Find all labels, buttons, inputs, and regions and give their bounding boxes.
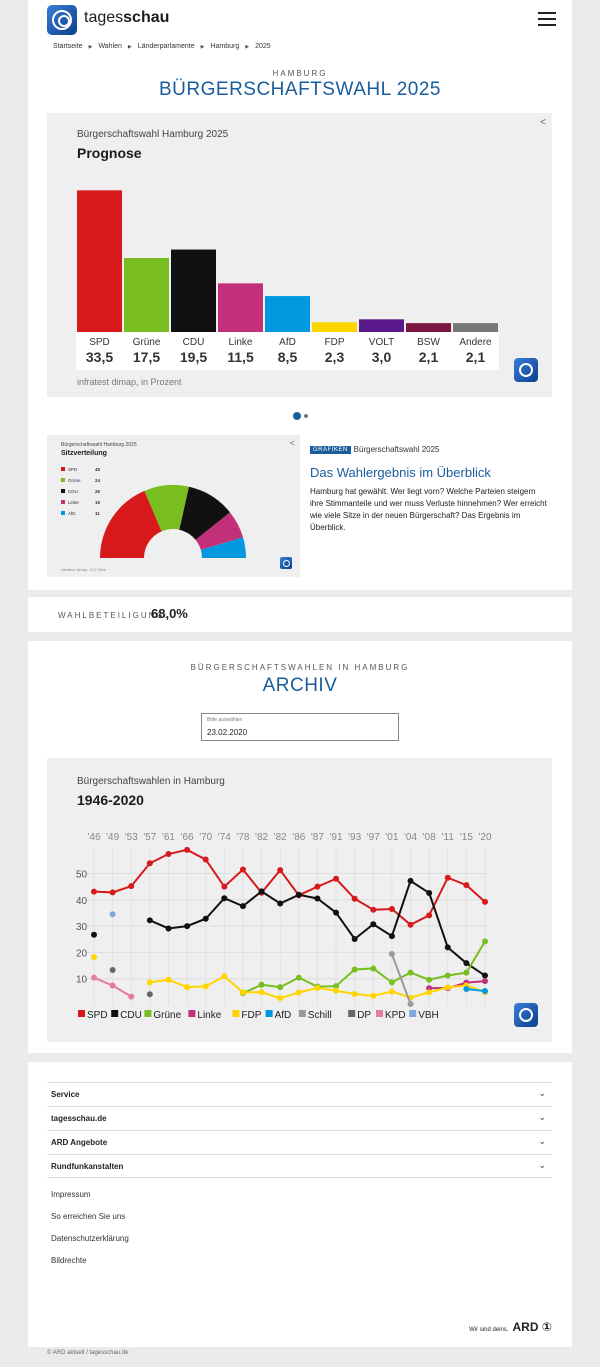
point-cdu	[240, 903, 246, 909]
section-kicker: HAMBURG	[272, 69, 328, 78]
bar-fdp	[312, 322, 357, 332]
bar-category-label: BSW	[417, 337, 440, 348]
point-spd	[128, 883, 134, 889]
legend-label-grüne: Grüne	[153, 1010, 182, 1021]
bar-linke	[218, 283, 263, 332]
seat-legend-value: 15	[95, 500, 101, 505]
point-spd	[389, 906, 395, 912]
breadcrumb-2025[interactable]: 2025	[255, 43, 271, 50]
site-footer	[28, 1062, 572, 1347]
seat-legend-swatch	[61, 500, 65, 504]
point-spd	[445, 875, 451, 881]
legend-label-dp: DP	[357, 1010, 372, 1021]
seat-legend-swatch	[61, 478, 65, 482]
point-fdp	[296, 989, 302, 995]
bar-value-label: 33,5	[85, 349, 114, 365]
point-grüne	[277, 984, 283, 990]
footer-accordion-rundfunkanstalten[interactable]	[47, 1154, 552, 1178]
bar-value-label: 2,3	[324, 349, 345, 365]
point-dp	[147, 991, 153, 997]
point-grüne	[352, 966, 358, 972]
point-cdu	[221, 895, 227, 901]
point-spd	[110, 889, 116, 895]
teaser-text[interactable]	[310, 441, 550, 534]
point-cdu	[259, 888, 265, 894]
point-fdp	[221, 973, 227, 979]
bar-value-label: 2,1	[418, 349, 439, 365]
x-tick-label: '66	[180, 832, 194, 843]
chevron-down-icon: ⌄	[538, 1160, 546, 1170]
breadcrumb-startseite[interactable]: Startseite	[53, 43, 83, 50]
x-tick-label: '82	[255, 832, 269, 843]
bar-category-label: VOLT	[368, 337, 395, 348]
bar-category-label: Linke	[228, 337, 253, 348]
point-fdp	[147, 979, 153, 985]
bar-volt	[359, 319, 404, 332]
accordion-label: ARD Angebote	[51, 1138, 108, 1147]
seat-legend-label: Linke	[68, 500, 79, 505]
x-tick-label: '61	[161, 832, 175, 843]
point-grüne	[370, 965, 376, 971]
chart-subtitle: Prognose	[77, 145, 142, 161]
point-cdu	[389, 933, 395, 939]
legend-swatch-vbh	[409, 1010, 416, 1017]
point-fdp	[240, 989, 246, 995]
legend-label-afd: AfD	[274, 1010, 292, 1021]
breadcrumb-separator-icon: ▶	[245, 44, 250, 50]
turnout-label: WAHLBETEILIGUNG:	[58, 611, 169, 620]
x-tick-label: '04	[404, 832, 418, 843]
x-tick-label: '91	[329, 832, 343, 843]
bar-value-label: 17,5	[132, 349, 161, 365]
breadcrumb-separator-icon: ▶	[88, 44, 93, 50]
point-grüne	[445, 973, 451, 979]
legend-swatch-grüne	[144, 1010, 151, 1017]
legend-swatch-afd	[266, 1010, 273, 1017]
point-fdp	[203, 983, 209, 989]
breadcrumb-separator-icon: ▶	[200, 44, 205, 50]
point-spd	[314, 884, 320, 890]
y-tick-label: 10	[76, 974, 88, 986]
legend-label-kpd: KPD	[385, 1010, 406, 1021]
menu-icon[interactable]	[538, 12, 556, 26]
accordion-label: Service	[51, 1090, 80, 1099]
point-cdu	[333, 910, 339, 916]
point-spd	[352, 896, 358, 902]
point-cdu	[445, 944, 451, 950]
seat-legend-swatch	[61, 489, 65, 493]
teaser-topic: Bürgerschaftswahl 2025	[353, 445, 440, 455]
prognosis-chart	[47, 113, 552, 397]
seat-legend-swatch	[61, 511, 65, 515]
point-fdp	[389, 989, 395, 995]
bar-value-label: 2,1	[465, 349, 486, 365]
teaser-tag: GRAFIKEN	[310, 446, 351, 454]
point-cdu	[91, 932, 97, 938]
history-chart-subtitle: 1946-2020	[77, 792, 144, 808]
bar-category-label: FDP	[324, 337, 345, 348]
point-grüne	[408, 970, 414, 976]
breadcrumb	[53, 43, 271, 50]
breadcrumb-wahlen[interactable]: Wahlen	[98, 43, 122, 50]
point-grüne	[463, 970, 469, 976]
x-tick-label: '87	[310, 832, 324, 843]
footer-accordion-service[interactable]	[47, 1082, 552, 1106]
x-tick-label: '78	[236, 832, 250, 843]
point-fdp	[426, 989, 432, 995]
seat-legend-swatch	[61, 467, 65, 471]
seat-chart-subtitle: Sitzverteilung	[61, 450, 107, 457]
site-logo-text[interactable]	[84, 9, 169, 27]
carousel-dots[interactable]	[28, 407, 572, 425]
bar-grüne	[124, 258, 169, 332]
x-tick-label: '82	[273, 832, 287, 843]
point-cdu	[482, 973, 488, 979]
point-cdu	[277, 900, 283, 906]
point-grüne	[426, 977, 432, 983]
archive-kicker: BÜRGERSCHAFTSWAHLEN IN HAMBURG	[190, 663, 410, 672]
bar-afd	[265, 296, 310, 332]
point-cdu	[352, 936, 358, 942]
bar-value-label: 3,0	[371, 349, 392, 365]
x-tick-label: '53	[124, 832, 138, 843]
point-cdu	[314, 895, 320, 901]
point-grüne	[296, 975, 302, 981]
point-fdp	[259, 989, 265, 995]
x-tick-label: '97	[366, 832, 380, 843]
x-tick-label: '70	[199, 832, 213, 843]
bar-category-label: Andere	[459, 337, 492, 348]
point-grüne	[389, 979, 395, 985]
point-grüne	[482, 938, 488, 944]
point-cdu	[296, 892, 302, 898]
logo-text-light: tages	[84, 9, 124, 26]
point-dp	[110, 967, 116, 973]
point-fdp	[445, 984, 451, 990]
point-schill	[389, 951, 395, 957]
x-tick-label: '11	[441, 832, 454, 843]
point-kpd	[91, 975, 97, 981]
chart-source: infratest dimap, in Prozent	[77, 377, 182, 387]
share-icon[interactable]: <	[289, 438, 295, 448]
ard-tagline: Wir sind deins.	[469, 1327, 509, 1333]
bar-andere	[453, 323, 498, 332]
teaser-headline[interactable]: Das Wahlergebnis im Überblick	[310, 465, 491, 480]
legend-label-schill: Schill	[307, 1010, 332, 1021]
legend-swatch-cdu	[111, 1010, 118, 1017]
point-grüne	[259, 982, 265, 988]
x-tick-label: '01	[385, 832, 399, 843]
point-spd	[370, 907, 376, 913]
point-spd	[91, 889, 97, 895]
legend-swatch-spd	[78, 1010, 85, 1017]
legend-swatch-dp	[348, 1010, 355, 1017]
tagesschau-badge-icon	[514, 358, 538, 382]
tagesschau-badge-icon	[514, 1003, 538, 1027]
chevron-down-icon: ⌄	[538, 1136, 546, 1146]
select-value: 23.02.2020	[207, 728, 248, 737]
bar-category-label: SPD	[89, 337, 110, 348]
line-chart-svg	[47, 758, 552, 1042]
point-afd	[482, 988, 488, 994]
point-afd	[463, 986, 469, 992]
bar-value-label: 19,5	[179, 349, 208, 365]
bar-spd	[77, 190, 122, 332]
point-cdu	[408, 878, 414, 884]
site-header	[28, 0, 572, 60]
ard-logo[interactable]	[469, 1320, 552, 1334]
archive-section	[28, 641, 572, 1053]
point-fdp	[370, 993, 376, 999]
x-tick-label: '20	[478, 832, 492, 843]
point-cdu	[203, 916, 209, 922]
point-fdp	[314, 985, 320, 991]
y-tick-label: 40	[76, 895, 88, 907]
point-kpd	[128, 994, 134, 1000]
point-kpd	[110, 983, 116, 989]
y-tick-label: 20	[76, 948, 88, 960]
x-tick-label: '74	[217, 832, 231, 843]
bar-value-label: 8,5	[277, 349, 298, 365]
point-spd	[277, 867, 283, 873]
election-date-select[interactable]	[201, 713, 399, 741]
point-spd	[165, 851, 171, 857]
bar-category-label: CDU	[182, 337, 205, 348]
footer-accordion-tagesschau[interactable]	[47, 1106, 552, 1130]
legend-swatch-linke	[188, 1010, 195, 1017]
legend-swatch-kpd	[376, 1010, 383, 1017]
point-spd	[184, 847, 190, 853]
accordion-label: Rundfunkanstalten	[51, 1162, 124, 1171]
turnout-box	[28, 597, 572, 632]
seat-legend-value: 11	[95, 511, 100, 516]
tagesschau-badge-icon	[280, 557, 292, 569]
point-cdu	[463, 960, 469, 966]
point-cdu	[165, 925, 171, 931]
bar-bsw	[406, 323, 451, 332]
bar-cdu	[171, 250, 216, 332]
seat-legend-value: 45	[95, 467, 101, 472]
election-section	[28, 60, 572, 590]
x-tick-label: '15	[459, 832, 473, 843]
legend-label-fdp: FDP	[241, 1010, 262, 1021]
chevron-down-icon: ⌄	[538, 1088, 546, 1098]
footer-link-impressum[interactable]: Impressum	[51, 1190, 91, 1199]
breadcrumb-separator-icon: ▶	[127, 44, 132, 50]
seat-legend-label: Grüne	[68, 478, 81, 483]
point-spd	[147, 860, 153, 866]
legend-label-linke: Linke	[197, 1010, 222, 1021]
point-spd	[221, 884, 227, 890]
share-icon[interactable]: <	[540, 117, 546, 128]
accordion-label: tagesschau.de	[51, 1114, 107, 1123]
point-schill	[408, 1001, 414, 1007]
history-chart	[47, 758, 552, 1042]
point-fdp	[277, 995, 283, 1001]
point-fdp	[333, 988, 339, 994]
point-fdp	[91, 954, 97, 960]
point-cdu	[370, 921, 376, 927]
bar-value-label: 11,5	[227, 349, 254, 365]
seat-legend-label: AfD	[68, 511, 76, 516]
point-spd	[240, 867, 246, 873]
seat-legend-label: SPD	[68, 467, 78, 472]
bar-category-label: AfD	[279, 337, 296, 348]
copyright: © ARD aktuell / tagesschau.de	[47, 1350, 129, 1356]
footer-accordion-ard-angebote[interactable]	[47, 1130, 552, 1154]
select-placeholder: Bitte auswählen	[207, 717, 243, 723]
bar-category-label: Grüne	[132, 337, 161, 348]
legend-label-spd: SPD	[87, 1010, 108, 1021]
tagesschau-logo-icon[interactable]	[47, 5, 77, 35]
seat-legend-value: 24	[95, 478, 101, 483]
x-tick-label: '86	[292, 832, 306, 843]
x-tick-label: '57	[143, 832, 157, 843]
legend-swatch-schill	[299, 1010, 306, 1017]
seat-chart-svg	[47, 435, 300, 577]
archive-title: ARCHIV	[262, 675, 338, 696]
breadcrumb-laenderparlamente[interactable]: Länderparlamente	[137, 43, 195, 50]
point-cdu	[147, 917, 153, 923]
carousel-dot[interactable]	[304, 414, 308, 418]
point-fdp	[165, 977, 171, 983]
y-tick-label: 30	[76, 922, 88, 934]
x-tick-label: '46	[87, 832, 101, 843]
seat-distribution-image[interactable]	[47, 435, 300, 577]
ard-name: ARD	[512, 1320, 539, 1334]
bar-chart-svg	[47, 113, 552, 397]
ard-one-icon: ①	[541, 1320, 552, 1334]
point-spd	[482, 899, 488, 905]
point-fdp	[352, 991, 358, 997]
page-title: BÜRGERSCHAFTSWAHL 2025	[159, 79, 441, 100]
logo-text-bold: schau	[123, 9, 170, 26]
point-spd	[426, 912, 432, 918]
seat-chart-source: infratest dimap, 121 Sitze	[61, 567, 107, 572]
breadcrumb-hamburg[interactable]: Hamburg	[210, 43, 240, 50]
point-spd	[333, 876, 339, 882]
seat-legend-value: 26	[95, 489, 101, 494]
seat-chart-title: Bürgerschaftswahl Hamburg 2025	[61, 442, 137, 448]
chevron-down-icon: ⌄	[538, 1112, 546, 1122]
chart-title: Bürgerschaftswahl Hamburg 2025	[77, 129, 229, 140]
carousel-dot-active[interactable]	[293, 412, 301, 420]
history-chart-title: Bürgerschaftswahlen in Hamburg	[77, 776, 225, 787]
legend-label-cdu: CDU	[120, 1010, 142, 1021]
point-spd	[463, 882, 469, 888]
line-spd	[94, 850, 485, 925]
x-tick-label: '93	[348, 832, 362, 843]
footer-link-bildrechte[interactable]: Bildrechte	[51, 1256, 87, 1265]
point-cdu	[184, 923, 190, 929]
x-tick-label: '49	[106, 832, 120, 843]
point-cdu	[426, 890, 432, 896]
point-vbh	[110, 911, 116, 917]
legend-swatch-fdp	[232, 1010, 239, 1017]
y-tick-label: 50	[76, 869, 88, 881]
seat-legend-label: CDU	[68, 489, 78, 494]
point-fdp	[184, 984, 190, 990]
point-spd	[203, 857, 209, 863]
legend-label-vbh: VBH	[418, 1010, 439, 1021]
turnout-value: 68,0%	[151, 606, 188, 621]
footer-link-datenschutz[interactable]: Datenschutzerklärung	[51, 1234, 129, 1243]
footer-link-kontakt[interactable]: So erreichen Sie uns	[51, 1212, 126, 1221]
x-tick-label: '08	[422, 832, 436, 843]
point-linke	[482, 978, 488, 984]
teaser-body: Hamburg hat gewählt. Wer liegt vorn? Welche Parteien steigern ihre Stimmanteile und wer muss Verluste hinnehmen? Wer erreicht wie viele Sitze in der neuen Bürgerschaft? Das Ergebnis im Überblick.	[310, 487, 547, 532]
point-spd	[408, 922, 414, 928]
